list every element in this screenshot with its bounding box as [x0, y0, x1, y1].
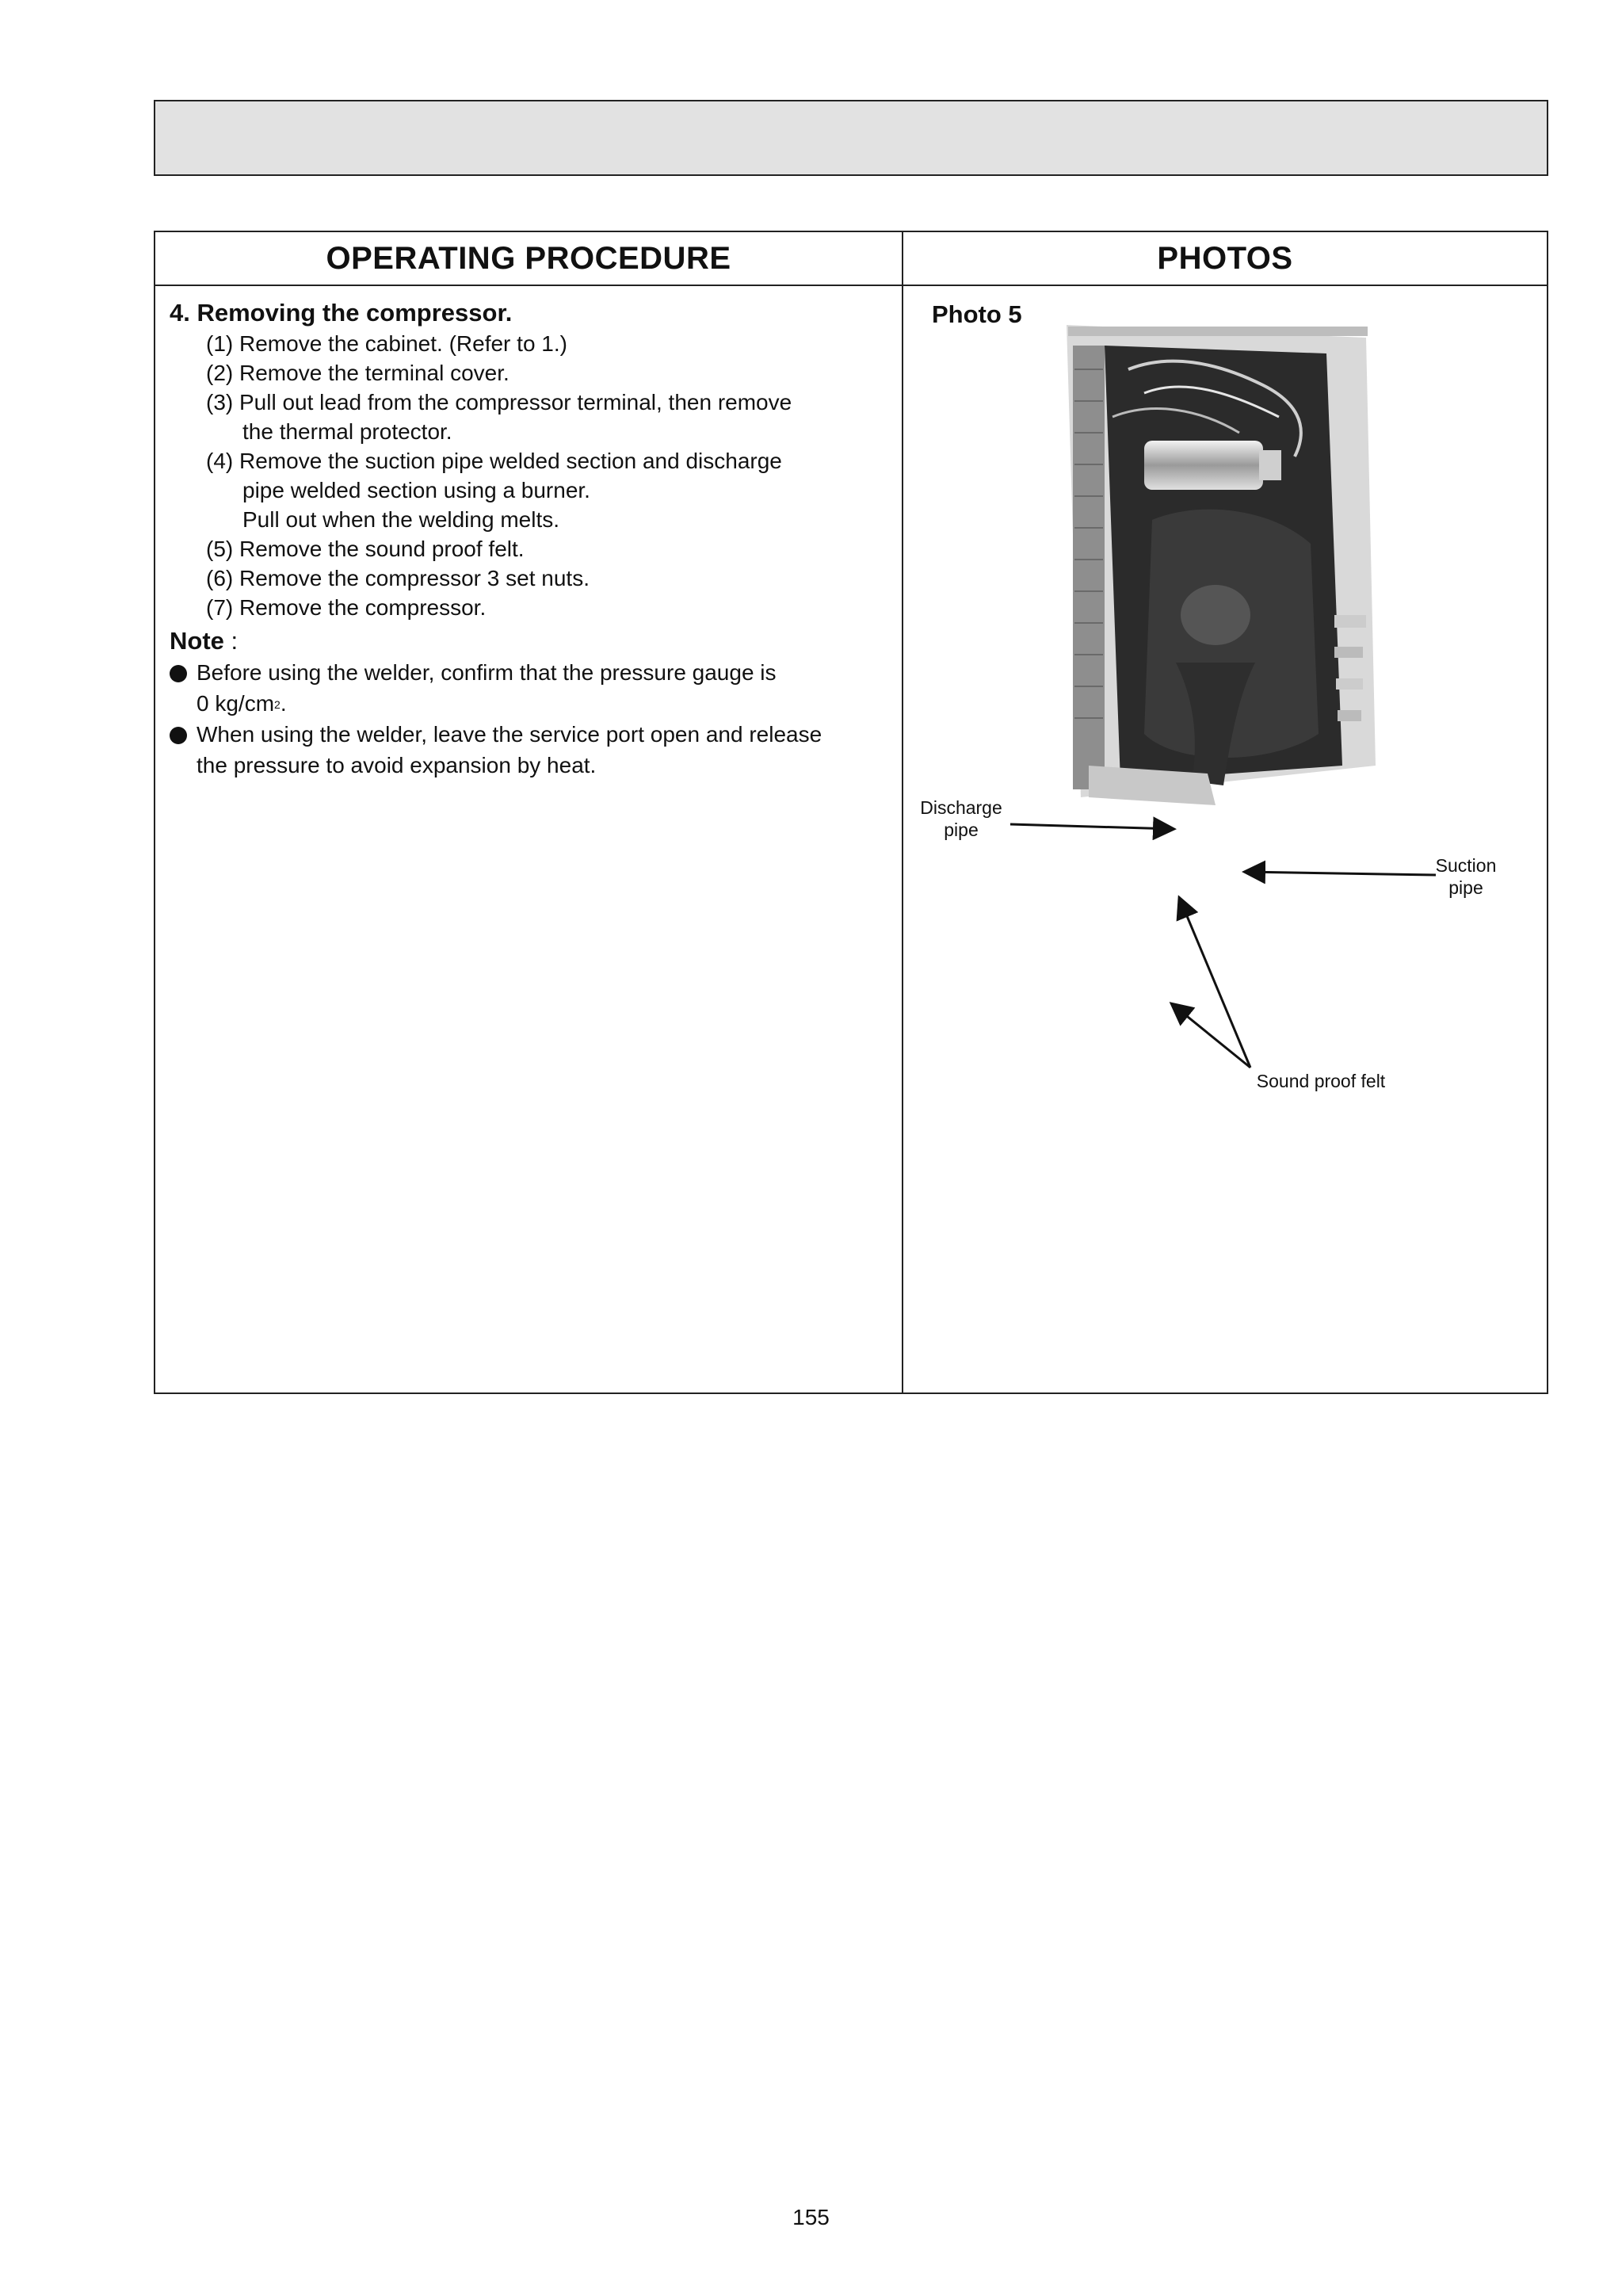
header-photos: PHOTOS	[1157, 241, 1293, 276]
step-item: (6) Remove the compressor 3 set nuts.	[206, 566, 590, 590]
operating-procedure-column	[170, 299, 899, 781]
note-list	[170, 657, 899, 781]
table-header-row	[155, 232, 1547, 286]
step-item: (3) Pull out lead from the compressor terminal, then remove the thermal protector.	[206, 390, 792, 444]
suction-pipe-callout: Suction pipe	[1435, 855, 1497, 898]
compressor-photo	[1057, 322, 1388, 813]
page-number: 155	[792, 2205, 830, 2229]
step-item: (7) Remove the compressor.	[206, 595, 487, 620]
step-item: (2) Remove the terminal cover.	[206, 361, 509, 385]
note-item: Before using the welder, confirm that the pressure gauge is 0 $kg/cm^2$.	[170, 657, 899, 719]
column-divider	[902, 232, 903, 1392]
header-operating-procedure: OPERATING PROCEDURE	[326, 241, 731, 276]
bullet-icon	[170, 665, 187, 682]
step-item: (1) Remove the cabinet. (Refer to 1.)	[206, 331, 567, 356]
sound-proof-felt-callout: Sound proof felt	[1256, 1071, 1386, 1091]
bullet-icon	[170, 727, 187, 744]
step-item: (4) Remove the suction pipe welded section and discharge pipe welded section using a burner. Pull out when the welding melts.	[206, 449, 782, 532]
step-list	[170, 329, 899, 622]
procedure-title: 4. Removing the compressor.	[170, 299, 513, 327]
photo-label: Photo 5	[932, 300, 1022, 328]
discharge-pipe-callout: Discharge pipe	[920, 797, 1002, 840]
step-item: (5) Remove the sound proof felt.	[206, 537, 525, 561]
note-item: When using the welder, leave the service port open and release the pressure to avoid expansion by heat.	[170, 719, 899, 781]
note-heading: Note :	[170, 627, 239, 655]
section-header-banner	[154, 100, 1548, 176]
